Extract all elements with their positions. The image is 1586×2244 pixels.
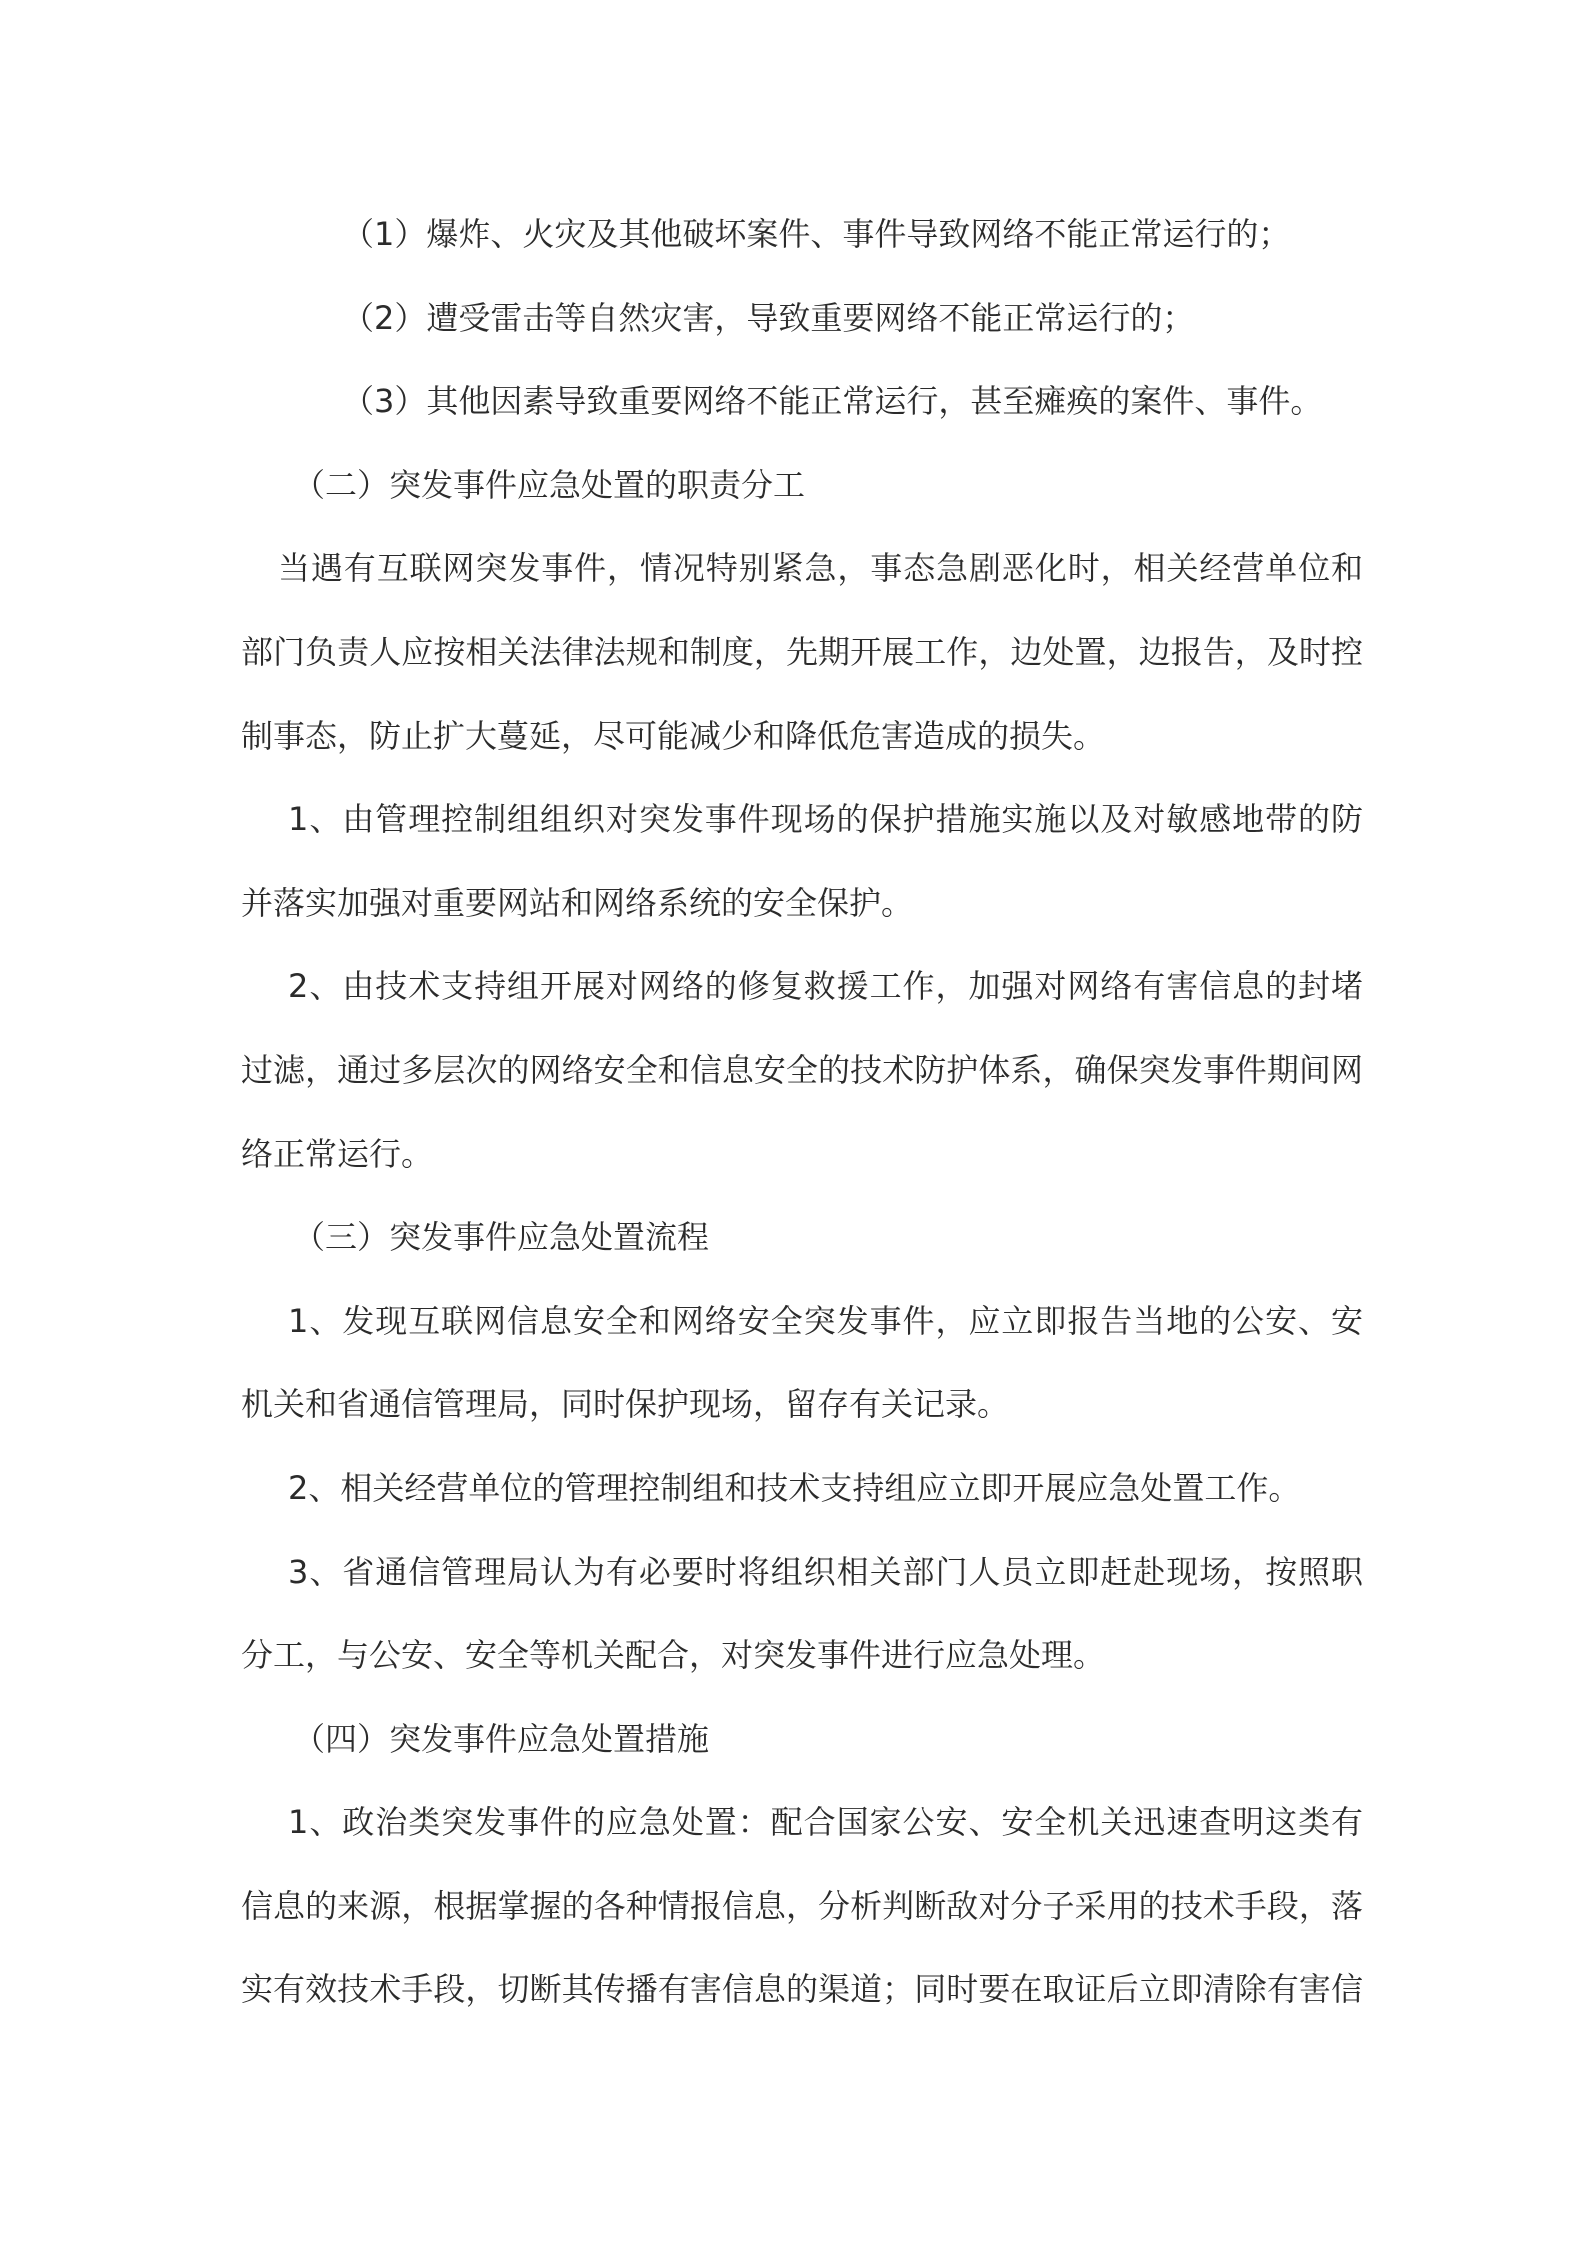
section-heading: （四）突发事件应急处置措施	[293, 1719, 710, 1758]
paragraph-line: 当遇有互联网突发事件，情况特别紧急，事态急剧恶化时，相关经营单位和	[278, 549, 1363, 588]
paragraph-line: 实有效技术手段，切断其传播有害信息的渠道；同时要在取证后立即清除有害信	[241, 1970, 1363, 2009]
paragraph-line: 1、发现互联网信息安全和网络安全突发事件，应立即报告当地的公安、安	[288, 1301, 1363, 1340]
list-item: （1）爆炸、火灾及其他破坏案件、事件导致网络不能正常运行的；	[342, 215, 1291, 253]
paragraph-line: 1、政治类突发事件的应急处置：配合国家公安、安全机关迅速查明这类有	[288, 1803, 1363, 1842]
document-page	[0, 193, 1586, 2032]
paragraph-line: 2、相关经营单位的管理控制组和技术支持组应立即开展应急处置工作。	[288, 1468, 1301, 1507]
paragraph-line: 3、省通信管理局认为有必要时将组织相关部门人员立即赶赴现场，按照职	[288, 1552, 1363, 1591]
paragraph-line: 过滤，通过多层次的网络安全和信息安全的技术防护体系，确保突发事件期间网	[241, 1050, 1363, 1089]
paragraph-line: 分工，与公安、安全等机关配合，对突发事件进行应急处理。	[241, 1636, 1106, 1675]
paragraph-line: 1、由管理控制组组织对突发事件现场的保护措施实施以及对敏感地带的防	[288, 800, 1363, 839]
section-heading: （三）突发事件应急处置流程	[293, 1218, 710, 1257]
paragraph-line: 并落实加强对重要网站和网络系统的安全保护。	[241, 883, 914, 922]
paragraph-line: 机关和省通信管理局，同时保护现场，留存有关记录。	[241, 1385, 1010, 1424]
list-item: （3）其他因素导致重要网络不能正常运行，甚至瘫痪的案件、事件。	[342, 382, 1323, 421]
paragraph-line: 信息的来源，根据掌握的各种情报信息，分析判断敌对分子采用的技术手段，落	[241, 1886, 1363, 1925]
paragraph-line: 制事态，防止扩大蔓延，尽可能减少和降低危害造成的损失。	[241, 716, 1106, 755]
paragraph-line: 2、由技术支持组开展对网络的修复救援工作，加强对网络有害信息的封堵	[288, 967, 1363, 1006]
paragraph-line: 部门负责人应按相关法律法规和制度，先期开展工作，边处置，边报告，及时控	[241, 632, 1363, 671]
list-item: （2）遭受雷击等自然灾害，导致重要网络不能正常运行的；	[342, 298, 1195, 337]
section-heading: （二）突发事件应急处置的职责分工	[293, 465, 806, 504]
paragraph-line: 络正常运行。	[241, 1134, 434, 1173]
